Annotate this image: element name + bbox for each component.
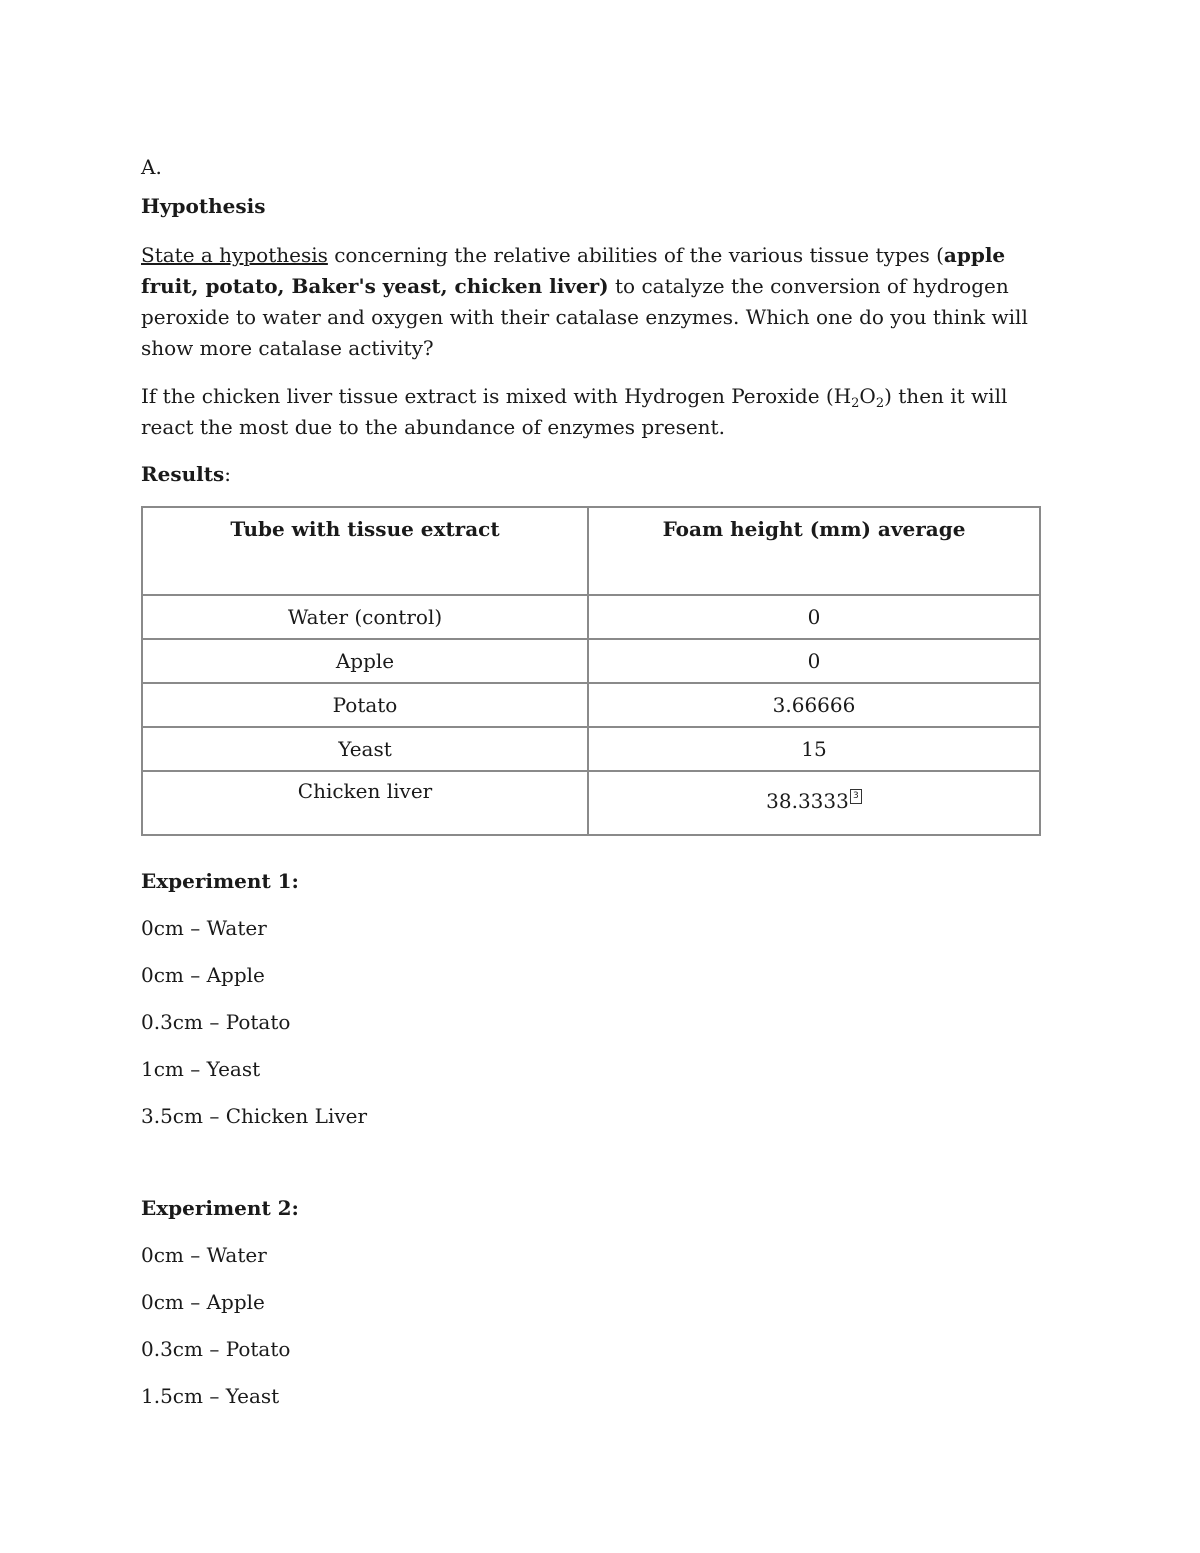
hypothesis-prompt <box>141 240 1041 364</box>
hypothesis-answer-sub2: 2 <box>875 396 885 411</box>
experiment1-title: Experiment 1: <box>141 869 299 893</box>
cell-tube: Chicken liver <box>142 771 588 835</box>
hypothesis-title: Hypothesis <box>141 194 266 218</box>
results-title-suffix: : <box>224 462 231 486</box>
list-item: 0.3cm – Potato <box>141 1010 291 1034</box>
cell-foam: 0 <box>588 595 1040 639</box>
list-item: 1.5cm – Yeast <box>141 1384 280 1408</box>
table-row <box>142 771 1040 835</box>
hypothesis-prompt-part2: to catalyze the conversion of hydrogen peroxide to water and oxygen with their catalase enzymes. Which one do you think will show more catalase activity? <box>141 274 1028 360</box>
hypothesis-prompt-bold: apple fruit, potato, Baker's yeast, chicken liver) <box>141 243 1006 298</box>
table-row <box>142 639 1040 683</box>
cell-tube: Apple <box>142 639 588 683</box>
note-mark-icon: 3 <box>850 789 862 804</box>
section-label: A. <box>141 155 162 179</box>
results-header-row <box>142 507 1040 595</box>
hypothesis-answer-mid: O <box>859 384 876 408</box>
cell-foam: 0 <box>588 639 1040 683</box>
list-item: 3.5cm – Chicken Liver <box>141 1104 368 1128</box>
cell-foam-value: 38.3333 <box>766 789 849 813</box>
document-page <box>141 152 1041 1412</box>
hypothesis-answer-sub1: 2 <box>851 396 860 411</box>
results-title <box>141 459 1041 490</box>
list-item: 1cm – Yeast <box>141 1057 261 1081</box>
cell-foam: 3.66666 <box>588 683 1040 727</box>
table-row <box>142 595 1040 639</box>
list-item: 0cm – Water <box>141 1243 267 1267</box>
hypothesis-prompt-underlined: State a hypothesis <box>141 243 328 267</box>
list-item: 0cm – Apple <box>141 963 265 987</box>
hypothesis-answer-part2: ) then it will react the most due to the abundance of enzymes present. <box>141 384 1008 439</box>
list-item: 0cm – Water <box>141 916 267 940</box>
results-table <box>141 506 1041 836</box>
table-row <box>142 683 1040 727</box>
cell-tube: Potato <box>142 683 588 727</box>
cell-foam <box>588 771 1040 835</box>
results-title-text: Results <box>141 462 225 486</box>
hypothesis-answer <box>141 381 1041 443</box>
header-tube: Tube with tissue extract <box>142 507 588 595</box>
table-row <box>142 727 1040 771</box>
hypothesis-answer-part1: If the chicken liver tissue extract is mixed with Hydrogen Peroxide (H <box>141 384 852 408</box>
cell-tube: Yeast <box>142 727 588 771</box>
list-item: 0.3cm – Potato <box>141 1337 291 1361</box>
hypothesis-prompt-part1: concerning the relative abilities of the various tissue types ( <box>327 243 944 267</box>
list-item: 0cm – Apple <box>141 1290 265 1314</box>
header-foam: Foam height (mm) average <box>588 507 1040 595</box>
experiment2-title: Experiment 2: <box>141 1196 299 1220</box>
cell-foam: 15 <box>588 727 1040 771</box>
cell-tube: Water (control) <box>142 595 588 639</box>
